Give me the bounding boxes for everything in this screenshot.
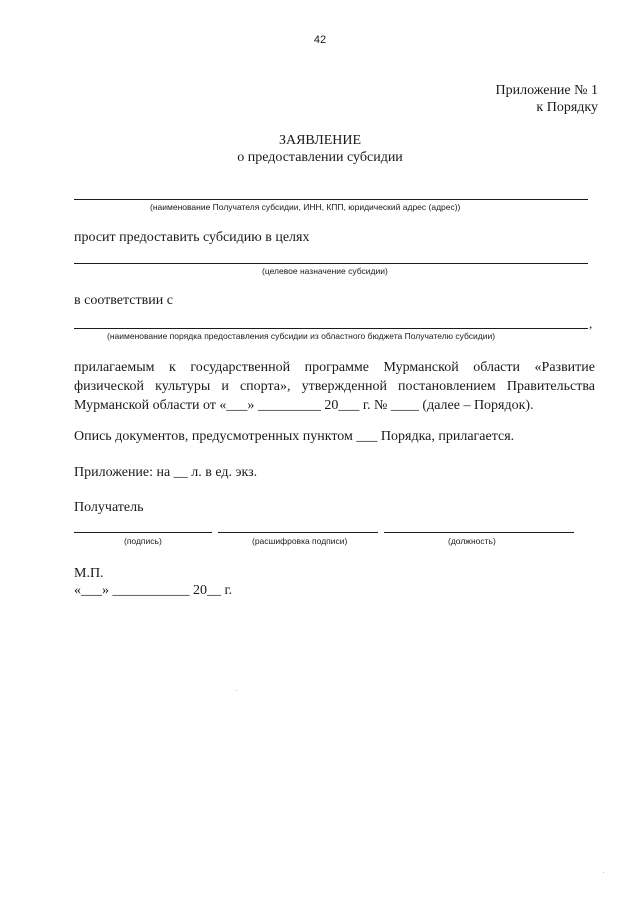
document-title: [0, 132, 640, 166]
recipient-caption: (наименование Получателя субсидии, ИНН, КПП, юридический адрес (адрес)): [150, 202, 461, 212]
scan-speck: [603, 872, 604, 873]
recipient-line: [74, 199, 588, 200]
signature-caption: (подпись): [124, 536, 162, 546]
recipient-label: Получатель: [74, 500, 144, 515]
attachment-text: Приложение: на __ л. в ед. экз.: [74, 465, 258, 480]
scan-speck: [236, 690, 237, 691]
signature-line: [74, 532, 212, 533]
paragraph-line: прилагаемым к государственной программе Мурманской области «Развитие: [74, 360, 595, 375]
inventory-text: Опись документов, предусмотренных пунктом ___ Порядка, прилагается.: [74, 429, 515, 444]
procedure-line: [74, 328, 588, 329]
appendix-reference: [496, 82, 599, 116]
in-accordance-text: в соответствии с: [74, 293, 173, 308]
appendix-to-procedure: к Порядку: [536, 100, 598, 115]
request-text: просит предоставить субсидию в целях: [74, 230, 310, 245]
page-number: 42: [313, 34, 327, 46]
decoding-caption: (расшифровка подписи): [252, 536, 348, 546]
title-main: ЗАЯВЛЕНИЕ: [278, 133, 362, 148]
position-line: [384, 532, 574, 533]
appendix-number: Приложение № 1: [495, 83, 598, 98]
title-subtitle: о предоставлении субсидии: [237, 150, 403, 165]
position-caption: (должность): [448, 536, 496, 546]
procedure-comma: ,: [589, 316, 593, 331]
paragraph-line: физической культуры и спорта», утвержденной постановлением Правительства: [74, 379, 595, 394]
paragraph-line: Мурманской области от «___» _________ 20___ г. № ____ (далее – Порядок).: [74, 398, 534, 413]
stamp-label: М.П.: [74, 566, 104, 581]
procedure-caption: (наименование порядка предоставления субсидии из областного бюджета Получателю субсидии): [107, 331, 496, 341]
purpose-caption: (целевое назначение субсидии): [262, 266, 388, 276]
signature-decoding-line: [218, 532, 378, 533]
date-line: «___» ___________ 20__ г.: [74, 583, 233, 598]
purpose-line: [74, 263, 588, 264]
program-paragraph: [74, 358, 595, 415]
